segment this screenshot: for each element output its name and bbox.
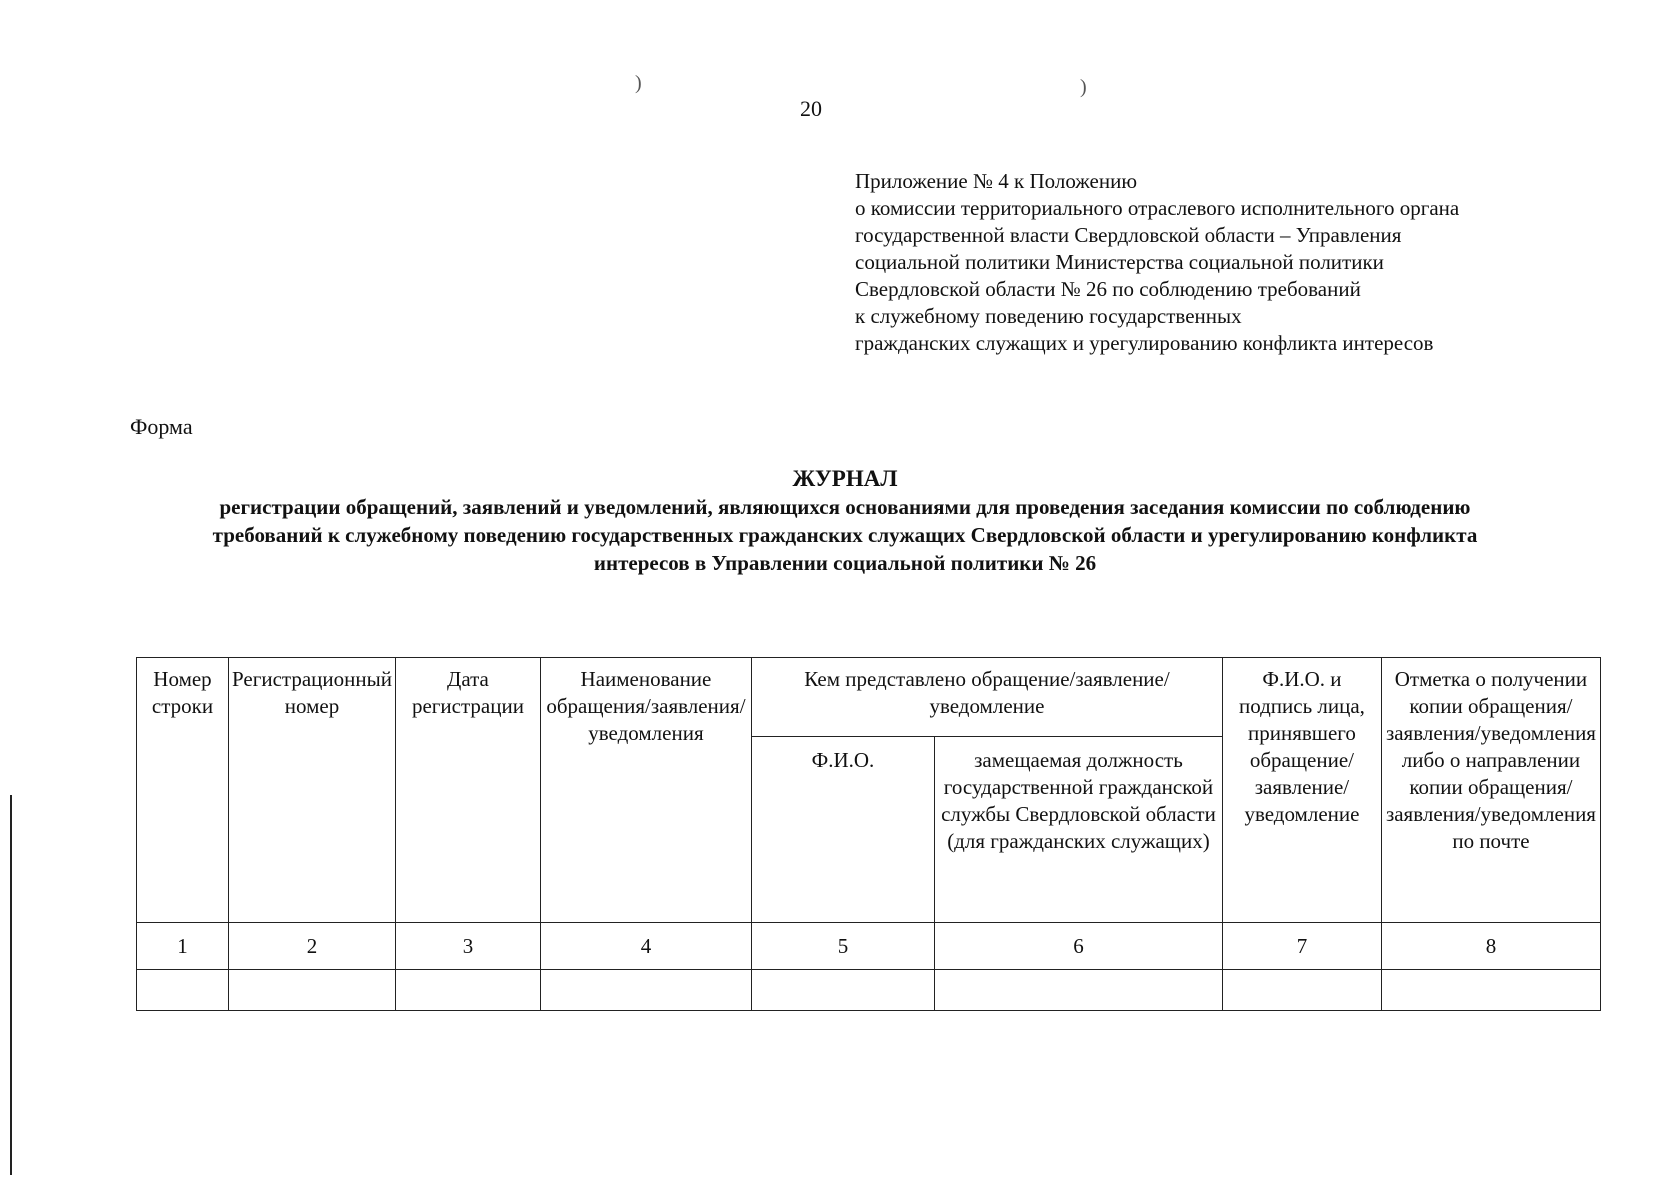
appendix-line: Свердловской области № 26 по соблюдению требований bbox=[855, 277, 1361, 301]
empty-cell bbox=[1381, 970, 1600, 1011]
empty-cell bbox=[934, 970, 1222, 1011]
column-number: 1 bbox=[137, 923, 229, 970]
header-receiver-signature: Ф.И.О. и подпись лица, принявшего обращение/заявление/уведомление bbox=[1222, 658, 1381, 923]
column-number: 3 bbox=[395, 923, 540, 970]
title-main: ЖУРНАЛ bbox=[792, 466, 898, 491]
header-submitter-position: замещаемая должность государственной гражданской службы Свердловской области (для гражданских служащих) bbox=[934, 737, 1222, 923]
document-title bbox=[120, 465, 1570, 577]
form-label: Форма bbox=[130, 414, 193, 439]
empty-cell bbox=[1222, 970, 1381, 1011]
appendix-line: государственной власти Свердловской области – Управления bbox=[855, 223, 1402, 247]
empty-cell bbox=[751, 970, 934, 1011]
scan-artifact-mark: ) bbox=[1080, 76, 1087, 98]
header-registration-number: Регистрационный номер bbox=[229, 658, 396, 923]
title-line: регистрации обращений, заявлений и уведомлений, являющихся основаниями для проведения заседания комиссии по соблюдению bbox=[219, 495, 1471, 519]
empty-cell bbox=[137, 970, 229, 1011]
appendix-line: о комиссии территориального отраслевого исполнительного органа bbox=[855, 196, 1460, 220]
appendix-reference bbox=[855, 168, 1615, 357]
column-number: 6 bbox=[934, 923, 1222, 970]
appendix-line: социальной политики Министерства социальной политики bbox=[855, 250, 1384, 274]
appendix-line: Приложение № 4 к Положению bbox=[855, 169, 1138, 193]
appendix-line: к служебному поведению государственных bbox=[855, 304, 1242, 328]
scan-edge-line bbox=[10, 795, 12, 1175]
header-copy-mark: Отметка о получении копии обращения/заявления/уведомления либо о направлении копии обращения/заявления/уведомления по почте bbox=[1381, 658, 1600, 923]
header-submitted-by: Кем представлено обращение/заявление/уведомление bbox=[751, 658, 1222, 737]
column-number: 8 bbox=[1381, 923, 1600, 970]
scan-artifact-mark: ) bbox=[635, 72, 642, 94]
header-request-name: Наименование обращения/заявления/уведомления bbox=[540, 658, 751, 923]
empty-cell bbox=[229, 970, 396, 1011]
title-line: требований к служебному поведению государственных гражданских служащих Свердловской области и урегулированию конфликта bbox=[212, 523, 1478, 547]
column-number: 5 bbox=[751, 923, 934, 970]
header-submitter-fio: Ф.И.О. bbox=[751, 737, 934, 923]
empty-cell bbox=[540, 970, 751, 1011]
empty-cell bbox=[395, 970, 540, 1011]
column-number: 7 bbox=[1222, 923, 1381, 970]
page-number: 20 bbox=[800, 96, 822, 121]
title-line: интересов в Управлении социальной политики № 26 bbox=[593, 551, 1097, 575]
registration-journal-table bbox=[136, 657, 1601, 1011]
column-number: 4 bbox=[540, 923, 751, 970]
appendix-line: гражданских служащих и урегулированию конфликта интересов bbox=[855, 331, 1434, 355]
header-row-number: Номер строки bbox=[137, 658, 229, 923]
header-registration-date: Дата регистрации bbox=[395, 658, 540, 923]
column-number: 2 bbox=[229, 923, 396, 970]
